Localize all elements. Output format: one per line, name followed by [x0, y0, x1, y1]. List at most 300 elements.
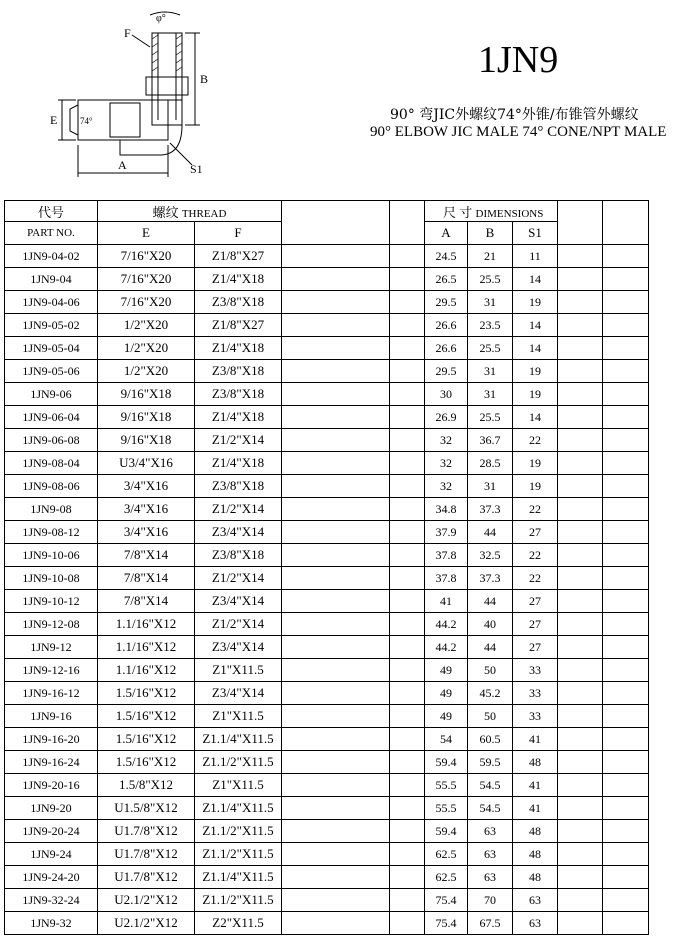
- cell-s1: 14: [513, 406, 558, 429]
- cell-s1: 19: [513, 360, 558, 383]
- cell-code: 1JN9-08: [5, 498, 98, 521]
- empty-cell: [390, 268, 425, 291]
- empty-cell: [390, 567, 425, 590]
- empty-cell: [558, 475, 603, 498]
- cell-s1: 41: [513, 728, 558, 751]
- cell-a: 59.4: [425, 751, 468, 774]
- empty-cell: [390, 728, 425, 751]
- cell-b: 59.5: [468, 751, 513, 774]
- cell-b: 31: [468, 291, 513, 314]
- empty-cell: [603, 360, 649, 383]
- cell-b: 25.5: [468, 268, 513, 291]
- empty-cell: [558, 268, 603, 291]
- cell-f: Z1/4"X18: [195, 406, 282, 429]
- cell-b: 50: [468, 659, 513, 682]
- empty-cell: [603, 751, 649, 774]
- label-angle: φ°: [156, 13, 166, 24]
- empty-cell: [603, 567, 649, 590]
- part-series-title: 1JN9: [478, 39, 559, 81]
- cell-f: Z2"X11.5: [195, 912, 282, 935]
- empty-cell: [558, 291, 603, 314]
- cell-b: 31: [468, 475, 513, 498]
- cell-a: 26.9: [425, 406, 468, 429]
- cell-a: 49: [425, 659, 468, 682]
- empty-cell: [558, 613, 603, 636]
- cell-b: 70: [468, 889, 513, 912]
- table-row: [5, 383, 649, 406]
- empty-cell: [603, 245, 649, 268]
- cell-code: 1JN9-12: [5, 636, 98, 659]
- cell-b: 63: [468, 820, 513, 843]
- cell-f: Z1"X11.5: [195, 774, 282, 797]
- cell-f: Z1.1/4"X11.5: [195, 797, 282, 820]
- cell-code: 1JN9-05-02: [5, 314, 98, 337]
- cell-f: Z3/4"X14: [195, 682, 282, 705]
- cell-e: U1.5/8"X12: [98, 797, 195, 820]
- cell-b: 63: [468, 843, 513, 866]
- cell-s1: 22: [513, 429, 558, 452]
- cell-code: 1JN9-06-04: [5, 406, 98, 429]
- cell-a: 24.5: [425, 245, 468, 268]
- empty-cell: [603, 705, 649, 728]
- empty-cell: [603, 406, 649, 429]
- cell-a: 75.4: [425, 889, 468, 912]
- empty-column-3: [558, 201, 603, 245]
- empty-cell: [390, 636, 425, 659]
- header-dimensions-en: DIMENSIONS: [475, 207, 544, 220]
- cell-f: Z1/4"X18: [195, 452, 282, 475]
- header-thread-cn: 螺纹: [152, 204, 179, 220]
- cell-b: 54.5: [468, 797, 513, 820]
- table-row: [5, 521, 649, 544]
- empty-cell: [558, 406, 603, 429]
- empty-cell: [558, 245, 603, 268]
- empty-cell: [390, 590, 425, 613]
- cell-f: Z1/2"X14: [195, 613, 282, 636]
- cell-code: 1JN9-12-16: [5, 659, 98, 682]
- cell-a: 26.6: [425, 314, 468, 337]
- empty-cell: [558, 728, 603, 751]
- cell-e: 3/4"X16: [98, 475, 195, 498]
- cell-s1: 63: [513, 889, 558, 912]
- empty-cell: [282, 912, 390, 935]
- empty-cell: [603, 429, 649, 452]
- cell-b: 63: [468, 866, 513, 889]
- empty-cell: [603, 889, 649, 912]
- table-row: [5, 889, 649, 912]
- cell-a: 37.8: [425, 544, 468, 567]
- table-row: [5, 659, 649, 682]
- table-row: [5, 498, 649, 521]
- cell-b: 44: [468, 590, 513, 613]
- empty-cell: [603, 866, 649, 889]
- empty-cell: [390, 613, 425, 636]
- cell-code: 1JN9-20: [5, 797, 98, 820]
- cell-f: Z1/8"X27: [195, 314, 282, 337]
- empty-cell: [603, 268, 649, 291]
- empty-cell: [558, 383, 603, 406]
- table-row: [5, 452, 649, 475]
- cell-s1: 22: [513, 544, 558, 567]
- empty-cell: [558, 314, 603, 337]
- empty-cell: [390, 866, 425, 889]
- description-chinese: 90° 弯JIC外螺纹74°外锥/布锥管外螺纹: [390, 107, 639, 123]
- empty-column-4: [603, 201, 649, 245]
- table-row: [5, 245, 649, 268]
- cell-b: 36.7: [468, 429, 513, 452]
- header-thread-en: THREAD: [181, 207, 227, 220]
- cell-f: Z1/2"X14: [195, 567, 282, 590]
- cell-e: 1/2"X20: [98, 337, 195, 360]
- empty-cell: [282, 498, 390, 521]
- description-english: 90° ELBOW JIC MALE 74° CONE/NPT MALE: [370, 124, 667, 140]
- empty-cell: [558, 360, 603, 383]
- empty-cell: [282, 452, 390, 475]
- empty-cell: [282, 383, 390, 406]
- header-a: A: [425, 222, 468, 245]
- cell-code: 1JN9-06-08: [5, 429, 98, 452]
- cell-code: 1JN9-24: [5, 843, 98, 866]
- cell-code: 1JN9-24-20: [5, 866, 98, 889]
- cell-e: 3/4"X16: [98, 498, 195, 521]
- cell-s1: 33: [513, 705, 558, 728]
- cell-code: 1JN9-05-04: [5, 337, 98, 360]
- cell-a: 54: [425, 728, 468, 751]
- table-row: [5, 843, 649, 866]
- empty-cell: [558, 544, 603, 567]
- cell-e: 7/16"X20: [98, 268, 195, 291]
- table-row: [5, 682, 649, 705]
- cell-s1: 19: [513, 383, 558, 406]
- cell-b: 60.5: [468, 728, 513, 751]
- table-row: [5, 705, 649, 728]
- cell-a: 29.5: [425, 360, 468, 383]
- specification-rows: [5, 245, 649, 935]
- cell-a: 62.5: [425, 843, 468, 866]
- cell-a: 59.4: [425, 820, 468, 843]
- empty-cell: [603, 314, 649, 337]
- empty-cell: [558, 521, 603, 544]
- cell-e: U1.7/8"X12: [98, 866, 195, 889]
- empty-cell: [390, 751, 425, 774]
- cell-f: Z3/8"X18: [195, 291, 282, 314]
- cell-a: 55.5: [425, 774, 468, 797]
- empty-cell: [282, 682, 390, 705]
- empty-cell: [282, 797, 390, 820]
- specification-table: [4, 200, 649, 935]
- empty-cell: [282, 590, 390, 613]
- cell-e: U2.1/2"X12: [98, 912, 195, 935]
- cell-e: 1.5/16"X12: [98, 751, 195, 774]
- table-row: [5, 291, 649, 314]
- cell-s1: 33: [513, 659, 558, 682]
- empty-cell: [390, 774, 425, 797]
- empty-cell: [603, 728, 649, 751]
- cell-b: 44: [468, 521, 513, 544]
- cell-b: 31: [468, 383, 513, 406]
- cell-e: U2.1/2"X12: [98, 889, 195, 912]
- cell-a: 32: [425, 475, 468, 498]
- cell-f: Z1.1/2"X11.5: [195, 820, 282, 843]
- empty-cell: [390, 245, 425, 268]
- label-a: A: [118, 158, 127, 172]
- empty-cell: [282, 268, 390, 291]
- empty-cell: [558, 774, 603, 797]
- label-b: B: [200, 72, 209, 86]
- cell-e: 7/8"X14: [98, 544, 195, 567]
- empty-cell: [390, 429, 425, 452]
- empty-cell: [282, 636, 390, 659]
- label-hex: 74°: [80, 116, 93, 126]
- empty-cell: [282, 567, 390, 590]
- cell-s1: 48: [513, 820, 558, 843]
- cell-code: 1JN9-16: [5, 705, 98, 728]
- cell-b: 32.5: [468, 544, 513, 567]
- empty-cell: [282, 521, 390, 544]
- cell-a: 49: [425, 682, 468, 705]
- empty-cell: [282, 544, 390, 567]
- header-thread: [98, 201, 282, 222]
- cell-code: 1JN9-16-12: [5, 682, 98, 705]
- cell-f: Z3/8"X18: [195, 383, 282, 406]
- empty-cell: [282, 820, 390, 843]
- cell-a: 37.8: [425, 567, 468, 590]
- empty-cell: [558, 498, 603, 521]
- cell-a: 32: [425, 429, 468, 452]
- table-row: [5, 728, 649, 751]
- cell-e: 1.5/16"X12: [98, 728, 195, 751]
- cell-b: 67.5: [468, 912, 513, 935]
- empty-cell: [603, 820, 649, 843]
- empty-cell: [603, 544, 649, 567]
- cell-a: 44.2: [425, 613, 468, 636]
- cell-b: 54.5: [468, 774, 513, 797]
- cell-f: Z1.1/2"X11.5: [195, 843, 282, 866]
- empty-cell: [603, 590, 649, 613]
- empty-cell: [390, 797, 425, 820]
- cell-s1: 14: [513, 268, 558, 291]
- empty-cell: [282, 751, 390, 774]
- empty-cell: [282, 245, 390, 268]
- cell-b: 45.2: [468, 682, 513, 705]
- empty-cell: [603, 912, 649, 935]
- empty-cell: [558, 797, 603, 820]
- cell-f: Z3/4"X14: [195, 521, 282, 544]
- table-row: [5, 866, 649, 889]
- cell-e: 3/4"X16: [98, 521, 195, 544]
- cell-b: 23.5: [468, 314, 513, 337]
- cell-s1: 19: [513, 291, 558, 314]
- cell-s1: 22: [513, 567, 558, 590]
- empty-cell: [282, 291, 390, 314]
- empty-cell: [282, 475, 390, 498]
- empty-cell: [282, 728, 390, 751]
- cell-a: 55.5: [425, 797, 468, 820]
- cell-code: 1JN9-10-08: [5, 567, 98, 590]
- empty-cell: [603, 291, 649, 314]
- cell-code: 1JN9-08-04: [5, 452, 98, 475]
- table-row: [5, 360, 649, 383]
- cell-s1: 41: [513, 797, 558, 820]
- cell-a: 62.5: [425, 866, 468, 889]
- cell-s1: 27: [513, 636, 558, 659]
- table-row: [5, 314, 649, 337]
- cell-f: Z1/8"X27: [195, 245, 282, 268]
- table-row: [5, 751, 649, 774]
- cell-code: 1JN9-04-06: [5, 291, 98, 314]
- empty-cell: [282, 314, 390, 337]
- cell-a: 37.9: [425, 521, 468, 544]
- cell-e: 1/2"X20: [98, 360, 195, 383]
- empty-cell: [282, 774, 390, 797]
- empty-cell: [558, 843, 603, 866]
- cell-f: Z1/4"X18: [195, 337, 282, 360]
- elbow-fitting-drawing: [40, 5, 230, 185]
- cell-a: 41: [425, 590, 468, 613]
- cell-f: Z1.1/2"X11.5: [195, 751, 282, 774]
- cell-s1: 48: [513, 866, 558, 889]
- cell-f: Z1.1/4"X11.5: [195, 728, 282, 751]
- cell-code: 1JN9-12-08: [5, 613, 98, 636]
- cell-f: Z3/8"X18: [195, 360, 282, 383]
- table-row: [5, 544, 649, 567]
- empty-cell: [558, 889, 603, 912]
- cell-code: 1JN9-08-06: [5, 475, 98, 498]
- cell-f: Z3/4"X14: [195, 636, 282, 659]
- cell-a: 26.5: [425, 268, 468, 291]
- cell-code: 1JN9-16-24: [5, 751, 98, 774]
- table-row: [5, 613, 649, 636]
- empty-column-1: [282, 201, 390, 245]
- empty-cell: [603, 797, 649, 820]
- cell-a: 30: [425, 383, 468, 406]
- cell-f: Z3/8"X18: [195, 544, 282, 567]
- cell-s1: 41: [513, 774, 558, 797]
- empty-cell: [558, 567, 603, 590]
- cell-code: 1JN9-10-06: [5, 544, 98, 567]
- empty-cell: [390, 475, 425, 498]
- empty-cell: [390, 498, 425, 521]
- empty-cell: [558, 659, 603, 682]
- cell-b: 37.3: [468, 498, 513, 521]
- empty-cell: [390, 889, 425, 912]
- empty-cell: [603, 636, 649, 659]
- header-f: F: [195, 222, 282, 245]
- cell-e: 9/16"X18: [98, 406, 195, 429]
- cell-s1: 33: [513, 682, 558, 705]
- cell-code: 1JN9-10-12: [5, 590, 98, 613]
- table-row: [5, 337, 649, 360]
- cell-s1: 22: [513, 498, 558, 521]
- empty-cell: [282, 866, 390, 889]
- table-row: [5, 475, 649, 498]
- empty-cell: [390, 452, 425, 475]
- empty-cell: [390, 843, 425, 866]
- cell-f: Z1/2"X14: [195, 429, 282, 452]
- cell-a: 32: [425, 452, 468, 475]
- cell-a: 34.8: [425, 498, 468, 521]
- header-s1: S1: [513, 222, 558, 245]
- cell-s1: 48: [513, 751, 558, 774]
- empty-cell: [282, 659, 390, 682]
- header-dimensions: [425, 201, 558, 222]
- empty-cell: [390, 682, 425, 705]
- empty-cell: [558, 820, 603, 843]
- empty-cell: [390, 383, 425, 406]
- cell-code: 1JN9-32-24: [5, 889, 98, 912]
- header-b: B: [468, 222, 513, 245]
- empty-cell: [282, 360, 390, 383]
- table-row: [5, 567, 649, 590]
- empty-cell: [558, 590, 603, 613]
- empty-cell: [603, 682, 649, 705]
- empty-cell: [603, 521, 649, 544]
- empty-cell: [390, 912, 425, 935]
- empty-cell: [603, 774, 649, 797]
- cell-a: 49: [425, 705, 468, 728]
- empty-cell: [558, 636, 603, 659]
- cell-code: 1JN9-06: [5, 383, 98, 406]
- empty-cell: [558, 751, 603, 774]
- cell-f: Z1/2"X14: [195, 498, 282, 521]
- cell-a: 44.2: [425, 636, 468, 659]
- cell-e: 7/8"X14: [98, 567, 195, 590]
- label-s1: S1: [190, 162, 203, 176]
- table-row: [5, 636, 649, 659]
- empty-cell: [390, 544, 425, 567]
- cell-code: 1JN9-04-02: [5, 245, 98, 268]
- empty-cell: [390, 406, 425, 429]
- cell-e: 1.5/16"X12: [98, 705, 195, 728]
- cell-code: 1JN9-32: [5, 912, 98, 935]
- empty-cell: [558, 912, 603, 935]
- empty-cell: [558, 682, 603, 705]
- cell-code: 1JN9-04: [5, 268, 98, 291]
- cell-b: 25.5: [468, 406, 513, 429]
- cell-s1: 63: [513, 912, 558, 935]
- table-row: [5, 797, 649, 820]
- cell-f: Z1.1/4"X11.5: [195, 866, 282, 889]
- empty-cell: [282, 613, 390, 636]
- empty-column-2: [390, 201, 425, 245]
- cell-code: 1JN9-16-20: [5, 728, 98, 751]
- empty-cell: [558, 337, 603, 360]
- cell-e: 1.1/16"X12: [98, 636, 195, 659]
- empty-cell: [390, 291, 425, 314]
- cell-e: 7/16"X20: [98, 291, 195, 314]
- cell-s1: 27: [513, 521, 558, 544]
- cell-b: 28.5: [468, 452, 513, 475]
- empty-cell: [390, 659, 425, 682]
- header-part-no-cn: 代号: [5, 201, 98, 222]
- empty-cell: [390, 820, 425, 843]
- cell-f: Z3/8"X18: [195, 475, 282, 498]
- cell-b: 37.3: [468, 567, 513, 590]
- empty-cell: [558, 429, 603, 452]
- cell-b: 40: [468, 613, 513, 636]
- cell-e: U1.7/8"X12: [98, 820, 195, 843]
- table-row: [5, 590, 649, 613]
- empty-cell: [282, 406, 390, 429]
- table-row: [5, 268, 649, 291]
- cell-e: 1.1/16"X12: [98, 659, 195, 682]
- empty-cell: [282, 705, 390, 728]
- cell-b: 50: [468, 705, 513, 728]
- cell-e: U3/4"X16: [98, 452, 195, 475]
- empty-cell: [558, 452, 603, 475]
- empty-cell: [390, 705, 425, 728]
- cell-e: 7/8"X14: [98, 590, 195, 613]
